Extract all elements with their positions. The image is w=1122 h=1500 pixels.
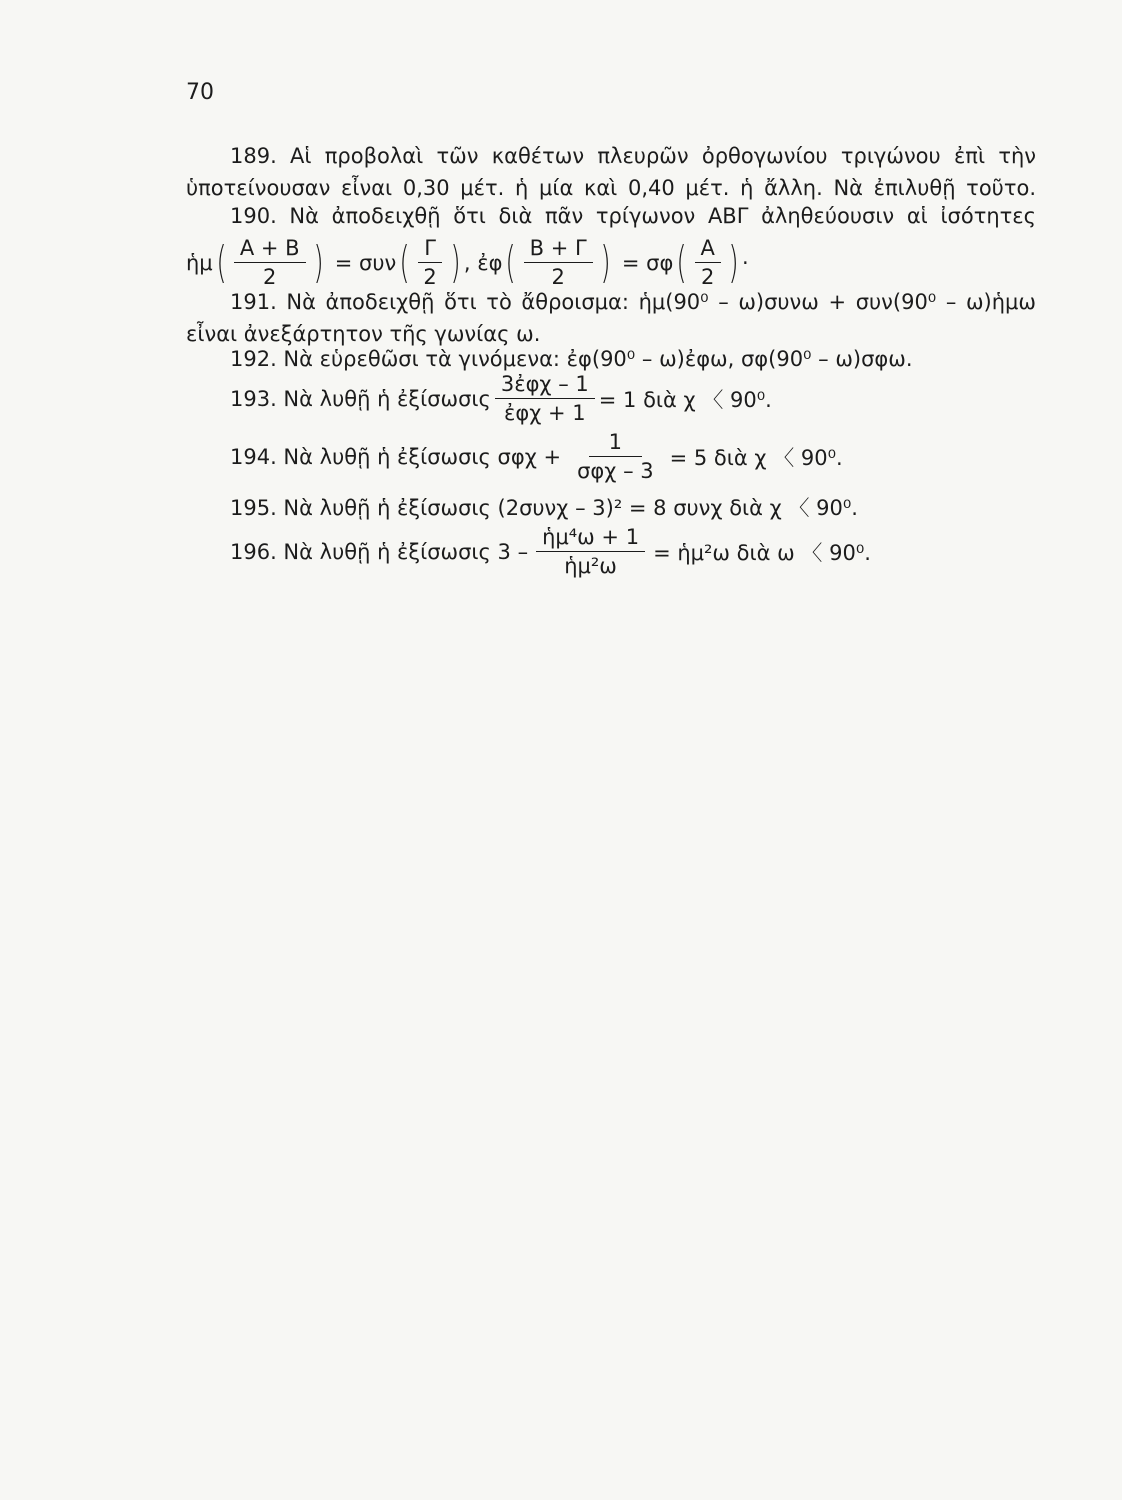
hm-label: ἡμ bbox=[186, 250, 213, 275]
open-paren: ( bbox=[676, 236, 688, 288]
problem-195-line-1: 195. Νὰ λυθῇ ἡ ἐξίσωσις (2συνχ – 3)² = 8 συνχ διὰ χ 〈 90⁰. bbox=[230, 496, 858, 520]
fraction-numerator: Β + Γ bbox=[524, 236, 593, 263]
fraction-denominator: 2 bbox=[423, 265, 437, 289]
problem-189-line-1: 189. Αἱ προβολαὶ τῶν καθέτων πλευρῶν ὀρθογωνίου τριγώνου ἐπὶ τὴν bbox=[230, 144, 1036, 168]
fraction-denominator: 2 bbox=[551, 265, 565, 289]
close-paren: ) bbox=[600, 236, 611, 288]
fraction-numerator: ἡμ⁴ω + 1 bbox=[536, 525, 645, 552]
problem-194 bbox=[230, 430, 843, 483]
equals-sf: = σφ bbox=[621, 250, 674, 275]
problem-193-fraction bbox=[495, 372, 595, 425]
open-paren: ( bbox=[399, 236, 410, 288]
problem-196 bbox=[230, 525, 871, 578]
problem-190-line-1: 190. Νὰ ἀποδειχθῇ ὅτι διὰ πᾶν τρίγωνον ΑΒΓ ἀληθεύουσιν αἱ ἰσότητες bbox=[230, 204, 1036, 228]
close-paren: ) bbox=[450, 236, 461, 288]
problem-196-condition: = ἡμ²ω διὰ ω 〈 90⁰. bbox=[653, 540, 871, 565]
problem-190-equation bbox=[186, 236, 749, 289]
show-through-text bbox=[186, 600, 1036, 631]
problem-194-condition: = 5 διὰ χ 〈 90⁰. bbox=[669, 445, 843, 470]
problem-189-line-2: ὑποτείνουσαν εἶναι 0,30 μέτ. ἡ μία καὶ 0,40 μέτ. ἡ ἄλλη. Νὰ ἐπιλυθῇ τοῦτο. bbox=[186, 176, 1036, 200]
problem-193-condition: = 1 διὰ χ 〈 90⁰. bbox=[598, 387, 772, 412]
comma-ef: , ἐφ bbox=[463, 250, 503, 275]
open-paren: ( bbox=[505, 236, 517, 288]
fraction-numerator: Α + Β bbox=[234, 236, 306, 263]
fraction-denominator: 2 bbox=[263, 265, 277, 289]
fraction-b-plus-g bbox=[524, 236, 593, 289]
problem-192 bbox=[186, 343, 1036, 375]
problem-191-line-1: 191. Νὰ ἀποδειχθῇ ὅτι τὸ ἄθροισμα: ἡμ(90⁰ – ω)συνω + συν(90⁰ – ω)ἡμω bbox=[230, 290, 1036, 314]
fraction-numerator: 1 bbox=[589, 430, 642, 457]
problem-191-line-2: εἶναι ἀνεξάρτητον τῆς γωνίας ω. bbox=[186, 322, 541, 346]
fraction-numerator: Γ bbox=[418, 236, 442, 263]
open-paren: ( bbox=[216, 236, 227, 288]
problem-191 bbox=[186, 286, 1036, 350]
problem-190 bbox=[186, 200, 1036, 232]
fraction-denominator: ἐφχ + 1 bbox=[503, 401, 586, 425]
problem-194-text: 194. Νὰ λυθῇ ἡ ἐξίσωσις σφχ + bbox=[230, 444, 562, 469]
end-dot: · bbox=[742, 250, 749, 275]
page-number: 70 bbox=[186, 80, 214, 105]
fraction-numerator: 3ἐφχ – 1 bbox=[495, 372, 595, 399]
fraction-denominator: ἡμ²ω bbox=[564, 554, 617, 578]
close-paren: ) bbox=[312, 236, 324, 288]
problem-196-text: 196. Νὰ λυθῇ ἡ ἐξίσωσις 3 – bbox=[230, 539, 529, 564]
fraction-a-plus-b bbox=[234, 236, 306, 289]
fraction-denominator: 2 bbox=[701, 265, 715, 289]
fraction-numerator: Α bbox=[695, 236, 721, 263]
problem-195 bbox=[186, 492, 1036, 524]
problem-189 bbox=[186, 140, 1036, 204]
close-paren: ) bbox=[728, 236, 739, 288]
fraction-denominator: σφχ – 3 bbox=[577, 459, 654, 483]
problem-196-fraction bbox=[536, 525, 645, 578]
problem-192-line-1: 192. Νὰ εὑρεθῶσι τὰ γινόμενα: ἐφ(90⁰ – ω)ἐφω, σφ(90⁰ – ω)σφω. bbox=[230, 347, 913, 371]
problem-194-fraction bbox=[571, 430, 660, 483]
problem-193 bbox=[230, 372, 772, 425]
fraction-alpha bbox=[695, 236, 721, 289]
problem-193-text: 193. Νὰ λυθῇ ἡ ἐξίσωσις bbox=[230, 386, 491, 411]
equals-syn: = συν bbox=[334, 250, 397, 275]
fraction-gamma bbox=[417, 236, 442, 289]
